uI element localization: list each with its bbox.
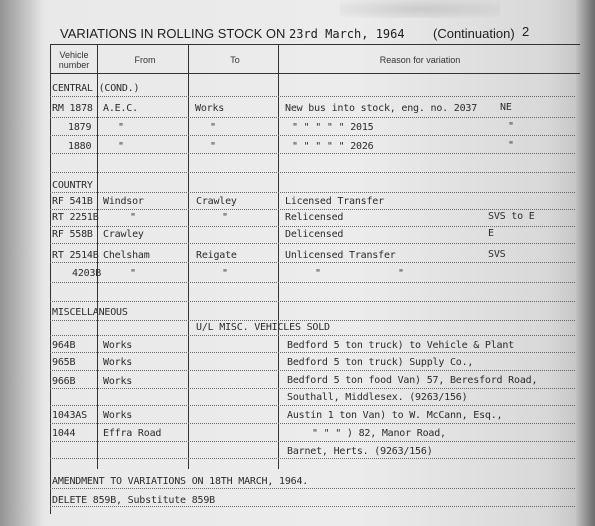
reason-extra: " — [508, 121, 514, 132]
column-header-from: From — [134, 55, 156, 65]
column-header-vehicle: Vehicle number — [58, 50, 90, 70]
row-rule — [50, 488, 575, 489]
reason-extra: SVS to E — [488, 211, 535, 222]
row-rule — [50, 172, 575, 173]
header-bottom-border — [50, 73, 580, 74]
row-rule — [50, 209, 575, 210]
continuation-label: (Continuation) — [433, 26, 515, 41]
reason-cell-continued: Barnet, Herts. (9263/156) — [287, 446, 433, 457]
vehicle-number: RF 558B — [52, 229, 93, 240]
reason-extra: SVS — [488, 249, 506, 260]
reason-extra: " — [508, 140, 514, 151]
row-rule — [50, 243, 575, 244]
row-rule — [50, 320, 575, 321]
row-rule — [50, 458, 575, 459]
row-rule — [50, 370, 575, 371]
reason-cell: " " " " " 2015 — [292, 122, 374, 133]
from-cell: " — [130, 212, 136, 223]
row-rule — [50, 423, 575, 424]
from-cell: A.E.C. — [103, 103, 138, 114]
vehicle-number: 1879 — [68, 122, 92, 133]
row-rule — [50, 441, 575, 442]
to-cell: Crawley — [196, 196, 237, 207]
reason-cell: Relicensed — [285, 212, 344, 223]
from-cell: Effra Road — [103, 428, 162, 439]
to-cell: " — [222, 268, 228, 279]
table-left-border — [50, 44, 51, 514]
row-rule — [50, 282, 575, 283]
to-cell: Works — [195, 103, 225, 114]
from-cell: " — [118, 122, 124, 133]
reason-cell: " " " ) 82, Manor Road, — [312, 428, 446, 439]
reason-extra: NE — [500, 102, 512, 113]
column-header-to: To — [230, 55, 240, 65]
from-cell: " — [130, 268, 136, 279]
page-edge-shadow — [0, 0, 44, 526]
from-cell: Works — [103, 357, 133, 368]
reason-cell: Austin 1 ton Van) to W. McCann, Esq., — [287, 410, 503, 421]
title-text: VARIATIONS IN ROLLING STOCK ON — [60, 26, 289, 41]
row-rule — [50, 96, 575, 97]
page-number: 2 — [522, 24, 530, 39]
from-cell: Works — [103, 376, 133, 387]
from-cell: Crawley — [103, 229, 144, 240]
vehicle-number: RF 541B — [52, 196, 93, 207]
row-rule — [50, 506, 575, 507]
to-cell: Reigate — [196, 250, 237, 261]
reason-extra: " — [398, 268, 404, 279]
reason-cell: Bedford 5 ton truck) Supply Co., — [287, 357, 474, 368]
from-cell: Works — [103, 340, 133, 351]
vehicle-number: RT 2514B — [52, 250, 99, 261]
reason-cell-continued: Southall, Middlesex. (9263/156) — [287, 392, 468, 403]
row-rule — [50, 335, 575, 336]
from-cell: Works — [103, 410, 133, 421]
to-cell: " — [210, 122, 216, 133]
reason-cell: " — [315, 268, 321, 279]
table-top-border — [50, 44, 580, 45]
to-cell: " — [210, 141, 216, 152]
vehicle-number: 964B — [52, 340, 76, 351]
from-cell: " — [118, 141, 124, 152]
row-rule — [50, 405, 575, 406]
document-title — [60, 26, 405, 41]
section-heading-central: CENTRAL (COND.) — [52, 83, 140, 94]
reason-cell: Unlicensed Transfer — [285, 250, 396, 261]
vehicle-number: 1043AS — [52, 410, 87, 421]
delete-note: DELETE 859B, Substitute 859B — [52, 495, 215, 506]
ink-smudge — [340, 0, 500, 18]
page-right-edge — [575, 0, 595, 526]
row-rule — [50, 153, 575, 154]
from-cell: Chelsham — [103, 250, 150, 261]
row-rule — [50, 192, 575, 193]
row-rule — [50, 117, 575, 118]
from-cell: Windsor — [103, 196, 144, 207]
reason-cell: " " " " " 2026 — [292, 141, 374, 152]
misc-subheading: U/L MISC. VEHICLES SOLD — [196, 322, 330, 333]
reason-cell: Bedford 5 ton food Van) 57, Beresford Road, — [287, 375, 538, 386]
section-heading-country: COUNTRY — [52, 180, 93, 191]
reason-cell: Licensed Transfer — [285, 196, 384, 207]
row-rule — [50, 226, 575, 227]
amendment-note: AMENDMENT TO VARIATIONS ON 18TH MARCH, 1964. — [52, 476, 309, 487]
title-date: 23rd March, 1964 — [289, 27, 405, 41]
reason-cell: Bedford 5 ton truck) to Vehicle & Plant — [287, 340, 514, 351]
to-cell: " — [222, 212, 228, 223]
row-rule — [50, 301, 575, 302]
row-rule — [50, 388, 575, 389]
reason-cell: Delicensed — [285, 229, 344, 240]
vehicle-number: 966B — [52, 376, 76, 387]
row-rule — [50, 352, 575, 353]
vehicle-number: RM 1878 — [52, 103, 93, 114]
section-heading-miscellaneous: MISCELLANEOUS — [52, 307, 128, 318]
vehicle-number: 4203B — [72, 268, 102, 279]
vehicle-number: RT 2251B — [52, 212, 99, 223]
vehicle-number: 1880 — [68, 141, 92, 152]
row-rule — [50, 262, 575, 263]
row-rule — [50, 135, 575, 136]
vehicle-number: 965B — [52, 357, 76, 368]
column-header-reason: Reason for variation — [379, 55, 461, 65]
reason-extra: E — [488, 228, 494, 239]
vehicle-number: 1044 — [52, 428, 76, 439]
reason-cell: New bus into stock, eng. no. 2037 — [285, 103, 478, 114]
